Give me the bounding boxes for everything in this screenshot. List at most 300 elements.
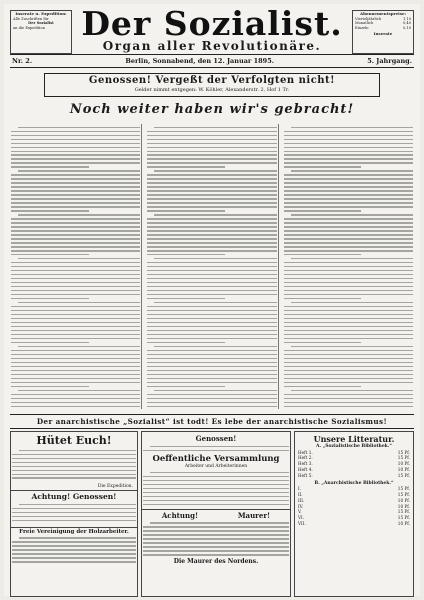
text-line-placeholder [147,242,276,243]
ear-box-left [10,10,72,54]
literature-item-label: VII. [298,520,306,526]
text-line-placeholder [11,230,140,231]
text-line-placeholder [147,190,276,191]
text-line-placeholder [291,390,413,391]
text-line-placeholder [11,342,89,343]
text-line-placeholder [11,298,89,299]
ear-right-footer: Inserate [373,31,393,37]
text-line-placeholder [11,282,140,283]
text-line-placeholder [143,488,289,489]
literature-item-price: 15 Pf. [397,486,410,492]
advertisement-area [10,431,414,597]
text-line-placeholder [154,302,276,303]
text-line-placeholder [11,131,140,132]
text-line-placeholder [11,178,140,179]
text-line-placeholder [284,266,413,267]
masthead [76,4,348,53]
text-line-placeholder [143,554,289,555]
text-line-placeholder [11,222,140,223]
text-line-placeholder [284,338,413,339]
text-line-placeholder [143,500,289,501]
text-line-placeholder [12,557,136,558]
text-line-placeholder [12,462,136,463]
text-line-placeholder [284,242,413,243]
text-line-placeholder [147,174,276,175]
text-line-placeholder [147,406,276,407]
text-line-placeholder [147,286,276,287]
text-line-placeholder [284,139,413,140]
text-line-placeholder [284,250,413,251]
text-line-placeholder [143,480,289,481]
text-lines [283,124,414,409]
text-line-placeholder [291,214,413,215]
text-line-placeholder [11,306,140,307]
text-line-placeholder [12,545,136,546]
text-line-placeholder [284,147,413,148]
text-line-placeholder [284,326,413,327]
text-line-placeholder [284,194,413,195]
text-line-placeholder [284,342,362,343]
newspaper-subtitle: Organ aller Revolutionäre. [102,39,322,53]
text-line-placeholder [150,522,289,523]
ear-left-line: Der Sozialist [28,21,54,26]
text-line-placeholder [11,278,140,279]
text-line-placeholder [284,234,413,235]
article-columns [10,124,414,409]
article-title: Noch weiter haben wir's gebracht! [69,102,355,117]
text-line-placeholder [147,294,276,295]
dateline [10,54,414,68]
text-line-placeholder [11,366,140,367]
literature-item-label: Heft 2. [298,455,313,461]
text-line-placeholder [284,298,362,299]
text-line-placeholder [147,139,276,140]
text-line-placeholder [284,210,362,211]
text-line-placeholder [284,318,413,319]
literature-item-price: 15 Pf. [397,455,410,461]
text-line-placeholder [12,520,136,521]
text-line-placeholder [147,318,276,319]
text-lines [11,537,137,567]
text-line-placeholder [12,477,136,478]
text-line-placeholder [284,402,413,403]
text-line-placeholder [147,135,276,136]
text-line-placeholder [147,322,276,323]
text-line-placeholder [11,354,140,355]
text-line-placeholder [284,158,413,159]
text-line-placeholder [284,378,413,379]
text-line-placeholder [143,550,289,551]
text-line-placeholder [284,406,413,407]
divider [11,490,137,491]
text-line-placeholder [147,143,276,144]
text-line-placeholder [147,238,276,239]
text-line-placeholder [147,266,276,267]
text-line-placeholder [11,314,140,315]
text-line-placeholder [12,541,136,542]
text-line-placeholder [147,342,225,343]
text-line-placeholder [147,298,225,299]
text-lines [10,124,141,409]
ear-right-heading: Abonnementspreise: [360,11,406,16]
text-line-placeholder [11,266,140,267]
text-line-placeholder [284,154,413,155]
text-line-placeholder [284,290,413,291]
text-line-placeholder [147,398,276,399]
literature-item-label: I. [298,486,301,492]
text-line-placeholder [18,127,140,128]
text-line-placeholder [284,314,413,315]
literature-item-price: 10 Pf. [397,497,410,503]
ad-heading: Maurer! [237,510,271,520]
text-line-placeholder [147,394,276,395]
text-line-placeholder [147,382,276,383]
text-line-placeholder [284,246,413,247]
literature-item [295,521,413,527]
text-line-placeholder [147,246,276,247]
text-line-placeholder [284,182,413,183]
text-line-placeholder [284,254,362,255]
text-line-placeholder [143,526,289,527]
text-line-placeholder [284,394,413,395]
text-line-placeholder [18,170,140,171]
text-line-placeholder [11,186,140,187]
text-line-placeholder [11,135,140,136]
text-line-placeholder [147,158,276,159]
literature-item-price: 15 Pf. [397,515,410,521]
text-line-placeholder [143,542,289,543]
text-line-placeholder [12,466,136,467]
text-line-placeholder [11,358,140,359]
text-line-placeholder [284,294,413,295]
text-lines [11,450,137,484]
ear-left-line: Alle Zuschriften für [13,16,49,21]
text-line-placeholder [284,226,413,227]
text-line-placeholder [12,454,136,455]
text-line-placeholder [11,362,140,363]
text-line-placeholder [11,158,140,159]
ad-box-right [294,431,414,597]
text-line-placeholder [284,350,413,351]
literature-item-price: 15 Pf. [397,509,410,515]
text-line-placeholder [284,278,413,279]
text-line-placeholder [11,338,140,339]
text-line-placeholder [147,250,276,251]
ad-subline: Arbeiter und Arbeiterinnen [184,463,248,469]
text-line-placeholder [11,246,140,247]
text-line-placeholder [11,398,140,399]
text-line-placeholder [11,394,140,395]
text-line-placeholder [284,222,413,223]
text-line-placeholder [284,370,413,371]
text-line-placeholder [11,202,140,203]
literature-item-price: 15 Pf. [397,491,410,497]
text-line-placeholder [11,274,140,275]
text-line-placeholder [12,561,136,562]
text-line-placeholder [11,254,89,255]
text-line-placeholder [143,492,289,493]
text-line-placeholder [11,286,140,287]
text-line-placeholder [284,162,413,163]
text-line-placeholder [284,386,362,387]
text-line-placeholder [147,378,276,379]
text-line-placeholder [154,214,276,215]
text-line-placeholder [11,374,140,375]
literature-item-label: V. [298,509,302,515]
ad-heading: Achtung! Genossen! [31,492,117,502]
ad-box-left [10,431,138,597]
text-line-placeholder [284,366,413,367]
text-line-placeholder [147,274,276,275]
text-line-placeholder [284,151,413,152]
text-line-placeholder [284,282,413,283]
text-line-placeholder [154,390,276,391]
text-line-placeholder [284,218,413,219]
text-line-placeholder [147,386,225,387]
text-line-placeholder [150,472,289,473]
text-line-placeholder [11,262,140,263]
text-line-placeholder [11,147,140,148]
literature-item-label: VI. [298,515,305,521]
issue-number: Nr. 2. [12,57,33,65]
volume: 5. Jahrgang. [367,57,412,65]
text-line-placeholder [147,262,276,263]
text-line-placeholder [284,174,413,175]
text-line-placeholder [12,512,136,513]
price-row: Einzeln 0,10 [355,25,411,30]
text-line-placeholder [11,234,140,235]
text-line-placeholder [284,135,413,136]
text-line-placeholder [284,131,413,132]
article-column [146,124,278,409]
text-line-placeholder [147,230,276,231]
text-line-placeholder [143,530,289,531]
literature-item [295,473,413,479]
banner-slogan: Der anarchistische „Sozialist“ ist todt! Es lebe der anarchistische Sozialismus! [10,414,414,429]
text-line-placeholder [284,322,413,323]
ad-title: Oeffentliche Versammlung [152,453,280,464]
text-line-placeholder [11,334,140,335]
text-line-placeholder [19,504,136,505]
text-line-placeholder [11,143,140,144]
ad-subline: B. „Anarchistische Bibliothek.“ [314,480,394,486]
text-line-placeholder [291,302,413,303]
text-line-placeholder [284,230,413,231]
text-line-placeholder [291,127,413,128]
text-line-placeholder [11,270,140,271]
text-line-placeholder [11,402,140,403]
text-line-placeholder [18,214,140,215]
text-line-placeholder [284,358,413,359]
text-line-placeholder [284,382,413,383]
text-line-placeholder [284,262,413,263]
text-line-placeholder [147,162,276,163]
text-line-placeholder [18,302,140,303]
text-line-placeholder [11,242,140,243]
text-line-placeholder [11,166,89,167]
appeal-headline: Genossen! Vergeßt der Verfolgten nicht! [88,75,336,86]
divider [142,509,290,510]
text-line-placeholder [147,278,276,279]
literature-item-label: Heft 5. [298,472,313,478]
text-line-placeholder [11,310,140,311]
text-line-placeholder [12,470,136,471]
text-line-placeholder [11,326,140,327]
text-line-placeholder [284,398,413,399]
text-line-placeholder [12,474,136,475]
text-line-placeholder [11,174,140,175]
text-line-placeholder [143,496,289,497]
text-line-placeholder [12,458,136,459]
text-line-placeholder [147,366,276,367]
text-line-placeholder [154,258,276,259]
literature-item-price: 15 Pf. [397,472,410,478]
text-line-placeholder [150,446,289,447]
text-line-placeholder [143,484,289,485]
text-line-placeholder [147,338,276,339]
text-line-placeholder [11,294,140,295]
text-line-placeholder [147,290,276,291]
literature-item-label: III. [298,497,305,503]
text-line-placeholder [12,549,136,550]
text-line-placeholder [11,350,140,351]
text-line-placeholder [284,374,413,375]
text-line-placeholder [147,147,276,148]
text-line-placeholder [19,450,136,451]
text-line-placeholder [147,370,276,371]
literature-item-price: 15 Pf. [397,449,410,455]
text-line-placeholder [147,358,276,359]
text-line-placeholder [154,170,276,171]
text-line-placeholder [147,334,276,335]
text-line-placeholder [147,314,276,315]
literature-item-label: Heft 3. [298,461,313,467]
text-line-placeholder [284,270,413,271]
text-line-placeholder [147,350,276,351]
text-line-placeholder [284,274,413,275]
text-line-placeholder [147,354,276,355]
text-line-placeholder [143,546,289,547]
text-line-placeholder [284,178,413,179]
ear-left-line: an die Expedition [13,25,45,30]
text-line-placeholder [12,516,136,517]
text-line-placeholder [11,386,89,387]
text-line-placeholder [284,166,362,167]
literature-item-price: 10 Pf. [397,461,410,467]
ear-box-right [352,10,414,54]
text-line-placeholder [11,330,140,331]
text-line-placeholder [147,202,276,203]
text-line-placeholder [147,222,276,223]
text-line-placeholder [12,508,136,509]
ear-left-heading: Inserate u. Expedition: [15,11,67,16]
text-line-placeholder [143,538,289,539]
text-line-placeholder [291,170,413,171]
text-line-placeholder [12,553,136,554]
text-line-placeholder [284,354,413,355]
price-row: Vierteljährlich 1,10 [355,16,411,21]
literature-item-label: II. [298,491,303,497]
text-line-placeholder [143,450,289,451]
text-line-placeholder [11,182,140,183]
text-line-placeholder [143,476,289,477]
text-line-placeholder [147,254,225,255]
text-line-placeholder [147,186,276,187]
text-line-placeholder [18,346,140,347]
text-line-placeholder [11,194,140,195]
ad-title: Unsere Litteratur. [313,434,395,444]
ad-heading: Genossen! [195,434,237,443]
ad-subline: A. „Sozialistische Bibliothek.“ [316,444,392,449]
text-lines [142,472,290,508]
text-line-placeholder [11,151,140,152]
text-line-placeholder [147,282,276,283]
text-lines [11,504,137,526]
text-line-placeholder [11,406,140,407]
text-line-placeholder [147,206,276,207]
text-line-placeholder [284,238,413,239]
text-line-placeholder [284,186,413,187]
text-line-placeholder [284,330,413,331]
text-line-placeholder [11,322,140,323]
text-line-placeholder [284,334,413,335]
text-line-placeholder [11,290,140,291]
text-line-placeholder [147,218,276,219]
newspaper-title: Der Sozialist. [81,4,343,43]
text-line-placeholder [291,258,413,259]
text-line-placeholder [284,202,413,203]
newspaper-page [4,4,420,596]
divider [11,527,137,528]
text-line-placeholder [11,226,140,227]
text-line-placeholder [147,210,225,211]
text-line-placeholder [284,362,413,363]
appeal-box [44,73,380,97]
literature-item-price: 10 Pf. [397,503,410,509]
text-line-placeholder [154,127,276,128]
text-line-placeholder [11,190,140,191]
text-line-placeholder [147,270,276,271]
ad-box-middle [141,431,291,597]
text-line-placeholder [147,330,276,331]
ad-heading: Freie Vereinigung der Holzarbeiter. [19,528,129,535]
text-line-placeholder [11,218,140,219]
text-line-placeholder [11,370,140,371]
text-line-placeholder [11,162,140,163]
text-line-placeholder [147,154,276,155]
literature-list [295,486,413,527]
text-line-placeholder [147,131,276,132]
text-line-placeholder [147,151,276,152]
ad-title: Hütet Euch! [36,434,112,447]
ad-heading: Achtung! [161,510,199,520]
text-line-placeholder [154,346,276,347]
text-line-placeholder [147,194,276,195]
literature-list [295,450,413,479]
text-line-placeholder [11,198,140,199]
text-line-placeholder [147,226,276,227]
ad-heading-row [142,511,290,520]
text-line-placeholder [18,390,140,391]
text-line-placeholder [147,362,276,363]
literature-item-price: 10 Pf. [397,520,410,526]
text-line-placeholder [291,346,413,347]
text-line-placeholder [147,234,276,235]
literature-item-label: Heft 4. [298,466,313,472]
text-line-placeholder [11,206,140,207]
text-line-placeholder [284,206,413,207]
text-line-placeholder [284,286,413,287]
